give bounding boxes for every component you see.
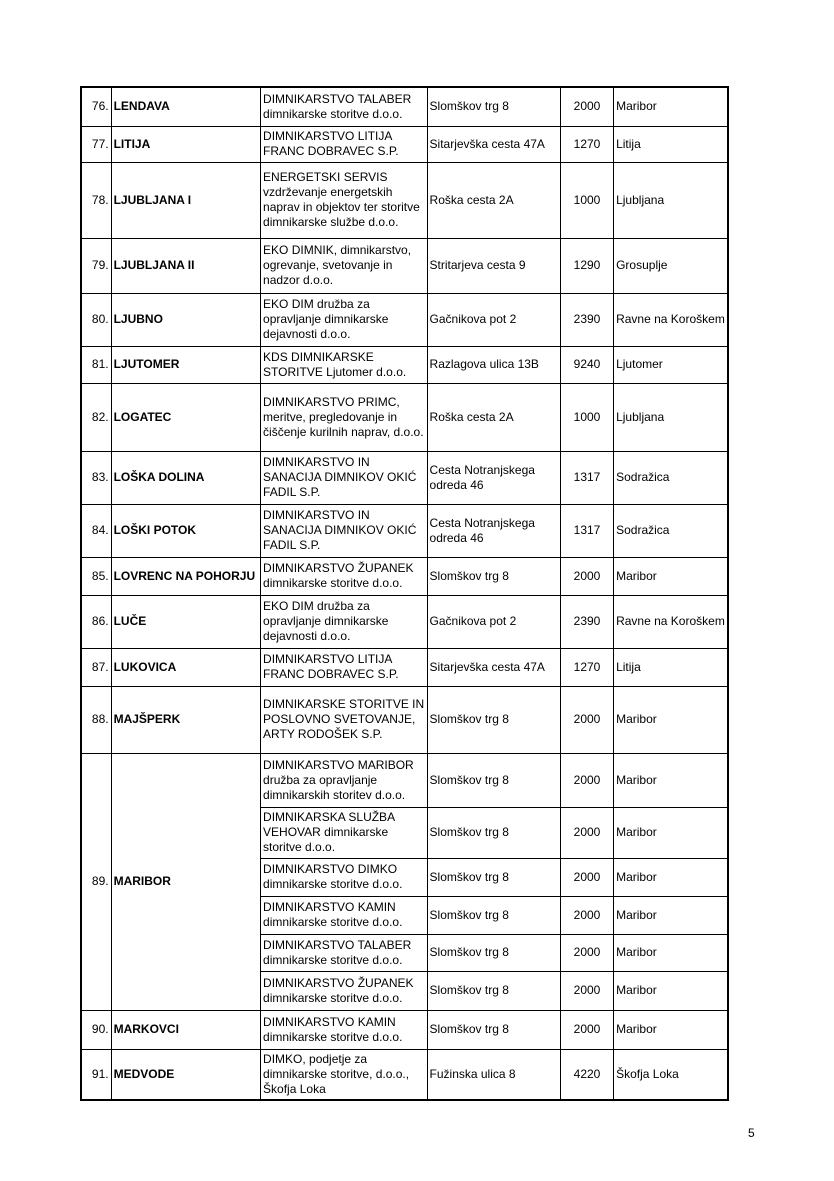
provider-address: Razlagova ulica 13B <box>427 346 560 383</box>
municipality-name: LJUTOMER <box>111 346 260 383</box>
city-name: Grosuplje <box>614 238 728 293</box>
row-number: 80. <box>81 293 111 346</box>
postal-code: 9240 <box>560 346 613 383</box>
postal-code: 2000 <box>560 858 613 896</box>
provider-address: Roška cesta 2A <box>427 162 560 238</box>
postal-code: 2000 <box>560 87 613 126</box>
provider-name: DIMKO, podjetje za dimnikarske storitve, d.o.o., Škofja Loka <box>261 1049 428 1100</box>
table-row <box>81 648 728 686</box>
provider-address: Sitarjevška cesta 47A <box>427 648 560 686</box>
provider-name: EKO DIM družba za opravljanje dimnikarske dejavnosti d.o.o. <box>261 293 428 346</box>
table-row <box>81 126 728 162</box>
provider-address: Fužinska ulica 8 <box>427 1049 560 1100</box>
provider-address: Slomškov trg 8 <box>427 686 560 753</box>
row-number: 81. <box>81 346 111 383</box>
postal-code: 4220 <box>560 1049 613 1100</box>
postal-code: 1317 <box>560 504 613 557</box>
city-name: Škofja Loka <box>614 1049 728 1100</box>
provider-name: DIMNIKARSKA SLUŽBA VEHOVAR dimnikarske storitve d.o.o. <box>261 807 428 858</box>
city-name: Maribor <box>614 971 728 1010</box>
table-row <box>81 557 728 595</box>
city-name: Maribor <box>614 896 728 934</box>
provider-address: Roška cesta 2A <box>427 383 560 451</box>
municipality-name: MARKOVCI <box>111 1010 260 1049</box>
city-name: Maribor <box>614 1010 728 1049</box>
postal-code: 1270 <box>560 126 613 162</box>
provider-name: DIMNIKARSTVO IN SANACIJA DIMNIKOV OKIĆ FADIL S.P. <box>261 504 428 557</box>
municipality-name: MARIBOR <box>111 753 260 1010</box>
provider-address: Cesta Notranjskega odreda 46 <box>427 504 560 557</box>
city-name: Maribor <box>614 753 728 807</box>
row-number: 88. <box>81 686 111 753</box>
table-row <box>81 346 728 383</box>
row-number: 89. <box>81 753 111 1010</box>
city-name: Sodražica <box>614 504 728 557</box>
postal-code: 2000 <box>560 971 613 1010</box>
city-name: Maribor <box>614 858 728 896</box>
provider-name: DIMNIKARSKE STORITVE IN POSLOVNO SVETOVANJE, ARTY RODOŠEK S.P. <box>261 686 428 753</box>
city-name: Maribor <box>614 807 728 858</box>
table-row <box>81 686 728 753</box>
city-name: Ravne na Koroškem <box>614 595 728 648</box>
table-row <box>81 451 728 504</box>
postal-code: 1000 <box>560 162 613 238</box>
row-number: 78. <box>81 162 111 238</box>
postal-code: 2000 <box>560 934 613 971</box>
city-name: Litija <box>614 648 728 686</box>
provider-address: Slomškov trg 8 <box>427 87 560 126</box>
city-name: Maribor <box>614 934 728 971</box>
provider-name: DIMNIKARSTVO LITIJA FRANC DOBRAVEC S.P. <box>261 126 428 162</box>
municipality-name: LOVRENC NA POHORJU <box>111 557 260 595</box>
city-name: Ljubljana <box>614 383 728 451</box>
table-row <box>81 753 728 807</box>
row-number: 79. <box>81 238 111 293</box>
provider-name: DIMNIKARSTVO TALABER dimnikarske storitve d.o.o. <box>261 87 428 126</box>
municipality-name: LJUBNO <box>111 293 260 346</box>
postal-code: 2000 <box>560 686 613 753</box>
municipality-name: LUKOVICA <box>111 648 260 686</box>
municipality-name: MEDVODE <box>111 1049 260 1100</box>
table-row <box>81 293 728 346</box>
provider-address: Slomškov trg 8 <box>427 753 560 807</box>
table-row <box>81 383 728 451</box>
municipality-name: LENDAVA <box>111 87 260 126</box>
provider-address: Slomškov trg 8 <box>427 934 560 971</box>
table-row <box>81 1049 728 1100</box>
municipality-name: LITIJA <box>111 126 260 162</box>
municipality-name: LOGATEC <box>111 383 260 451</box>
provider-name: DIMNIKARSTVO KAMIN dimnikarske storitve d.o.o. <box>261 896 428 934</box>
provider-address: Sitarjevška cesta 47A <box>427 126 560 162</box>
provider-name: DIMNIKARSTVO LITIJA FRANC DOBRAVEC S.P. <box>261 648 428 686</box>
postal-code: 1000 <box>560 383 613 451</box>
page-number: 5 <box>748 1126 755 1140</box>
provider-name: EKO DIMNIK, dimnikarstvo, ogrevanje, svetovanje in nadzor d.o.o. <box>261 238 428 293</box>
city-name: Maribor <box>614 87 728 126</box>
city-name: Ravne na Koroškem <box>614 293 728 346</box>
municipality-name: LOŠKI POTOK <box>111 504 260 557</box>
provider-address: Slomškov trg 8 <box>427 557 560 595</box>
row-number: 85. <box>81 557 111 595</box>
municipality-name: LJUBLJANA I <box>111 162 260 238</box>
row-number: 84. <box>81 504 111 557</box>
municipality-name: LJUBLJANA II <box>111 238 260 293</box>
provider-address: Gačnikova pot 2 <box>427 595 560 648</box>
row-number: 91. <box>81 1049 111 1100</box>
postal-code: 2000 <box>560 753 613 807</box>
postal-code: 2000 <box>560 807 613 858</box>
table-row <box>81 1010 728 1049</box>
table-row <box>81 87 728 126</box>
provider-name: EKO DIM družba za opravljanje dimnikarske dejavnosti d.o.o. <box>261 595 428 648</box>
postal-code: 1317 <box>560 451 613 504</box>
table-row <box>81 162 728 238</box>
postal-code: 2390 <box>560 293 613 346</box>
provider-address: Slomškov trg 8 <box>427 1010 560 1049</box>
provider-address: Stritarjeva cesta 9 <box>427 238 560 293</box>
table-row <box>81 504 728 557</box>
provider-name: DIMNIKARSTVO IN SANACIJA DIMNIKOV OKIĆ FADIL S.P. <box>261 451 428 504</box>
provider-address: Cesta Notranjskega odreda 46 <box>427 451 560 504</box>
row-number: 77. <box>81 126 111 162</box>
municipality-name: LUČE <box>111 595 260 648</box>
postal-code: 2390 <box>560 595 613 648</box>
row-number: 76. <box>81 87 111 126</box>
postal-code: 1270 <box>560 648 613 686</box>
provider-name: DIMNIKARSTVO PRIMC, meritve, pregledovanje in čiščenje kurilnih naprav, d.o.o. <box>261 383 428 451</box>
row-number: 82. <box>81 383 111 451</box>
city-name: Sodražica <box>614 451 728 504</box>
provider-name: DIMNIKARSTVO MARIBOR družba za opravljanje dimnikarskih storitev d.o.o. <box>261 753 428 807</box>
city-name: Maribor <box>614 686 728 753</box>
provider-address: Gačnikova pot 2 <box>427 293 560 346</box>
city-name: Litija <box>614 126 728 162</box>
row-number: 83. <box>81 451 111 504</box>
provider-name: DIMNIKARSTVO KAMIN dimnikarske storitve d.o.o. <box>261 1010 428 1049</box>
table-row <box>81 595 728 648</box>
postal-code: 1290 <box>560 238 613 293</box>
municipality-name: MAJŠPERK <box>111 686 260 753</box>
provider-address: Slomškov trg 8 <box>427 858 560 896</box>
provider-name: KDS DIMNIKARSKE STORITVE Ljutomer d.o.o. <box>261 346 428 383</box>
row-number: 90. <box>81 1010 111 1049</box>
provider-name: DIMNIKARSTVO TALABER dimnikarske storitve d.o.o. <box>261 934 428 971</box>
city-name: Ljubljana <box>614 162 728 238</box>
row-number: 87. <box>81 648 111 686</box>
provider-name: ENERGETSKI SERVIS vzdrževanje energetskih naprav in objektov ter storitve dimnikarske službe d.o.o. <box>261 162 428 238</box>
provider-name: DIMNIKARSTVO DIMKO dimnikarske storitve d.o.o. <box>261 858 428 896</box>
provider-name: DIMNIKARSTVO ŽUPANEK dimnikarske storitve d.o.o. <box>261 971 428 1010</box>
city-name: Ljutomer <box>614 346 728 383</box>
postal-code: 2000 <box>560 557 613 595</box>
postal-code: 2000 <box>560 1010 613 1049</box>
providers-table-body <box>81 87 728 1100</box>
postal-code: 2000 <box>560 896 613 934</box>
providers-table <box>80 86 729 1101</box>
provider-address: Slomškov trg 8 <box>427 807 560 858</box>
row-number: 86. <box>81 595 111 648</box>
provider-address: Slomškov trg 8 <box>427 971 560 1010</box>
municipality-name: LOŠKA DOLINA <box>111 451 260 504</box>
table-row <box>81 238 728 293</box>
city-name: Maribor <box>614 557 728 595</box>
provider-address: Slomškov trg 8 <box>427 896 560 934</box>
provider-name: DIMNIKARSTVO ŽUPANEK dimnikarske storitve d.o.o. <box>261 557 428 595</box>
